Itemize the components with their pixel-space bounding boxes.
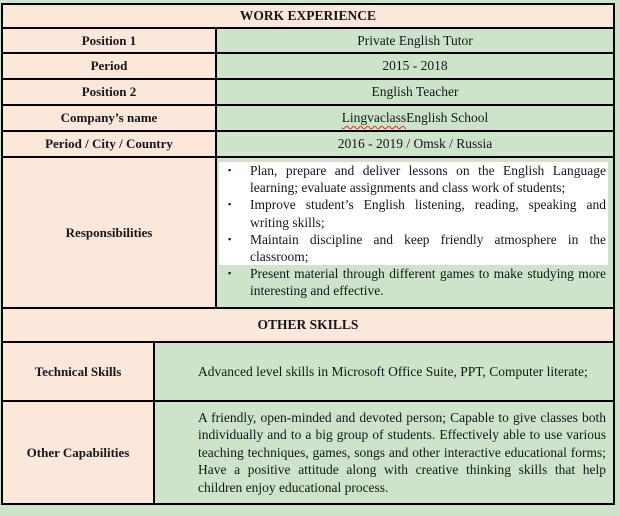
label-other-capabilities: Other Capabilities [3, 402, 155, 503]
row-technical-skills [3, 343, 613, 402]
value-period: 2015 - 2018 [217, 54, 613, 78]
responsibilities-list [217, 158, 613, 307]
bullet-item-3 [219, 231, 608, 265]
bullet-square-icon: ▪ [228, 233, 232, 244]
row-position-1 [3, 29, 613, 54]
value-position-1: Private English Tutor [217, 29, 613, 52]
label-position-2: Position 2 [3, 80, 217, 104]
resume-table [1, 3, 615, 505]
value-position-2: English Teacher [217, 80, 613, 104]
value-period-city-country: 2016 - 2019 / Omsk / Russia [217, 132, 613, 156]
row-other-capabilities [3, 402, 613, 503]
row-responsibilities [3, 158, 613, 309]
row-period [3, 54, 613, 80]
work-experience-title: WORK EXPERIENCE [239, 8, 377, 23]
other-capabilities-text: A friendly, open-minded and devoted person; Capable to give classes both individually and to a big group of students. Effectively able to use various teaching techniques, games, songs and other interactive educational forms; Have a positive attitude along with creative thinking skills that help children enjoy educational process. [198, 409, 606, 495]
bullet-item-2 [219, 196, 608, 230]
value-technical-skills [155, 343, 613, 400]
section-header-other-skills [3, 309, 613, 343]
bullet-text-1: Plan, prepare and deliver lessons on the English Language learning; evaluate assignments and class work of students; [250, 163, 606, 196]
label-period-city-country: Period / City / Country [3, 132, 217, 156]
label-technical-skills: Technical Skills [3, 343, 155, 400]
bullet-text-4: Present material through different games to make studying more interesting and effective. [250, 266, 606, 299]
bullet-square-icon: ▪ [228, 165, 232, 175]
label-period: Period [3, 54, 217, 78]
company-name-misspelled-word: Lingvaclass [341, 110, 407, 125]
other-skills-title: OTHER SKILLS [257, 317, 359, 332]
row-company-name [3, 106, 613, 132]
bullet-square-icon: ▪ [228, 199, 232, 210]
technical-skills-text: Advanced level skills in Microsoft Office Suite, PPT, Computer literate; [198, 363, 588, 379]
section-header-work-experience [3, 5, 613, 29]
label-company-name: Company’s name [3, 106, 217, 130]
bullet-text-3: Maintain discipline and keep friendly atmosphere in the classroom; [250, 231, 606, 265]
label-responsibilities: Responsibilities [3, 158, 217, 307]
row-position-2 [3, 80, 613, 106]
bullet-square-icon: ▪ [228, 268, 232, 279]
label-position-1: Position 1 [3, 29, 217, 52]
company-name-rest: English School [406, 110, 489, 125]
row-period-city-country [3, 132, 613, 158]
bullet-item-4 [219, 265, 608, 299]
value-other-capabilities [155, 402, 613, 503]
bullet-text-2: Improve student’s English listening, reading, speaking and writing skills; [250, 197, 606, 230]
value-company-name [217, 106, 613, 130]
bullet-item-1 [219, 162, 608, 196]
